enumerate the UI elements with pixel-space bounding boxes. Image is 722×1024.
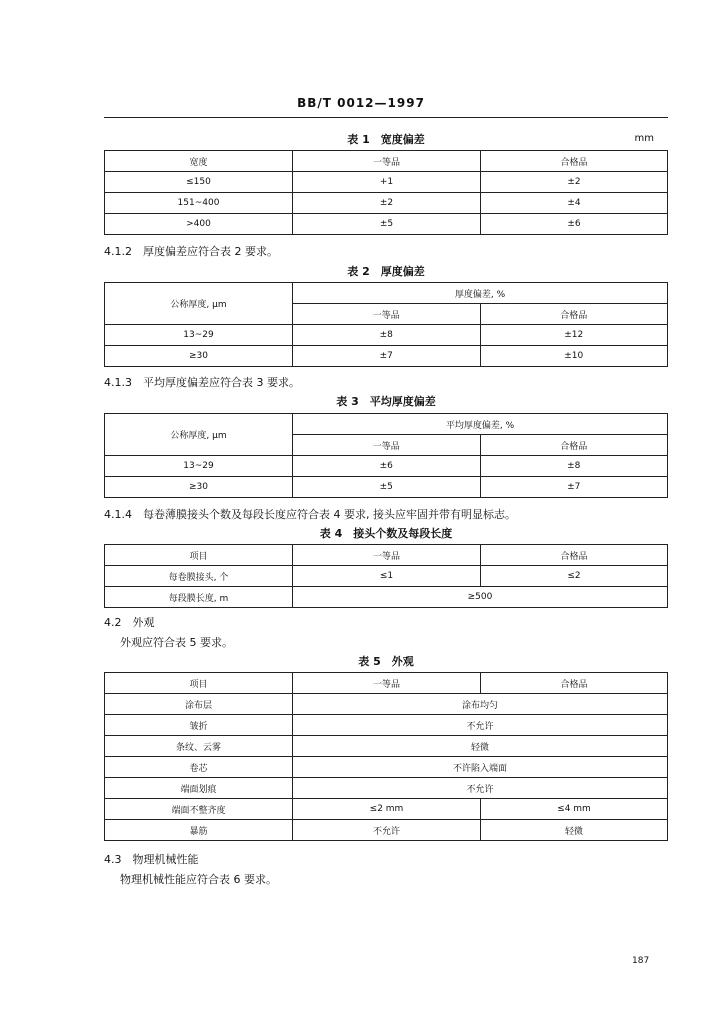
table-row bbox=[105, 346, 668, 367]
clause-4-1-2: 4.1.2 厚度偏差应符合表 2 要求。 bbox=[104, 245, 278, 258]
table-cell: >400 bbox=[105, 214, 293, 235]
table-cell: 13~29 bbox=[105, 325, 293, 346]
table-header-row bbox=[105, 283, 668, 304]
table-cell: 皱折 bbox=[105, 715, 293, 736]
table-cell: ±12 bbox=[480, 325, 668, 346]
table-cell: ≤1 bbox=[293, 566, 481, 587]
table-cell: ±5 bbox=[293, 214, 481, 235]
table-cell: ±10 bbox=[480, 346, 668, 367]
table-header-row bbox=[105, 673, 668, 694]
table4-caption: 表 4 接头个数及每段长度 bbox=[319, 527, 453, 540]
table-merged-cell: ≥500 bbox=[293, 587, 668, 608]
table-cell: 卷芯 bbox=[105, 757, 293, 778]
table-cell: ≤2 bbox=[481, 566, 668, 587]
table-cell: ≤150 bbox=[105, 172, 293, 193]
table-merged-cell: 涂布均匀 bbox=[293, 694, 668, 715]
table5-caption: 表 5 外观 bbox=[358, 655, 414, 668]
table-header-cell: 宽度 bbox=[105, 151, 293, 172]
table1-unit: mm bbox=[634, 133, 654, 144]
table-cell: 轻微 bbox=[481, 820, 668, 841]
page-number: 187 bbox=[632, 956, 650, 966]
table-cell: ±4 bbox=[481, 193, 668, 214]
table3-caption: 表 3 平均厚度偏差 bbox=[336, 395, 436, 408]
table-row bbox=[105, 799, 668, 820]
table-cell: 每卷膜接头, 个 bbox=[105, 566, 293, 587]
table-row bbox=[105, 587, 668, 608]
table-cell: ±5 bbox=[293, 477, 481, 498]
table-header-cell: 一等品 bbox=[293, 545, 481, 566]
table-cell: ≥30 bbox=[105, 346, 293, 367]
table-header-cell: 一等品 bbox=[293, 673, 481, 694]
table-header-cell: 项目 bbox=[105, 673, 293, 694]
table-header-cell: 公称厚度, μm bbox=[105, 283, 293, 325]
header-rule bbox=[104, 117, 668, 118]
table-cell: 涂布层 bbox=[105, 694, 293, 715]
table-cell: ±8 bbox=[480, 456, 668, 477]
table-header-group-cell: 厚度偏差, % bbox=[293, 283, 668, 304]
table-cell: 端面划痕 bbox=[105, 778, 293, 799]
table-cell: ≤4 mm bbox=[481, 799, 668, 820]
table-merged-cell: 不允许 bbox=[293, 715, 668, 736]
table-header-cell: 一等品 bbox=[293, 435, 481, 456]
table5-appearance bbox=[104, 672, 668, 841]
table-header-row bbox=[105, 545, 668, 566]
table-header-row bbox=[105, 414, 668, 435]
table-cell: 不允许 bbox=[293, 820, 481, 841]
table-header-cell: 公称厚度, μm bbox=[105, 414, 293, 456]
table-row bbox=[105, 757, 668, 778]
table-merged-cell: 不许陷入端面 bbox=[293, 757, 668, 778]
table3-average-thickness-deviation bbox=[104, 413, 668, 498]
table-header-cell: 合格品 bbox=[481, 673, 668, 694]
table1-width-deviation bbox=[104, 150, 668, 235]
table-cell: ±2 bbox=[293, 193, 481, 214]
table-cell: 条纹、云雾 bbox=[105, 736, 293, 757]
table4-joints-and-length bbox=[104, 544, 668, 608]
table-cell: ≥30 bbox=[105, 477, 293, 498]
clause-4-2-body: 外观应符合表 5 要求。 bbox=[120, 636, 233, 649]
table-cell: 13~29 bbox=[105, 456, 293, 477]
table-row bbox=[105, 736, 668, 757]
clause-4-1-4: 4.1.4 每卷薄膜接头个数及每段长度应符合表 4 要求, 接头应牢固并带有明显标志。 bbox=[104, 508, 516, 521]
table-row bbox=[105, 193, 668, 214]
table-cell: 151~400 bbox=[105, 193, 293, 214]
table1-caption bbox=[104, 131, 668, 147]
standard-number-header: BB/T 0012—1997 bbox=[297, 96, 425, 110]
table-row bbox=[105, 715, 668, 736]
table2-thickness-deviation bbox=[104, 282, 668, 367]
table-cell: 端面不整齐度 bbox=[105, 799, 293, 820]
table-header-cell: 一等品 bbox=[293, 304, 481, 325]
table-header-cell: 合格品 bbox=[480, 435, 668, 456]
table-row bbox=[105, 566, 668, 587]
table2-caption: 表 2 厚度偏差 bbox=[347, 265, 425, 278]
table-header-cell: 合格品 bbox=[481, 545, 668, 566]
table-cell: ±7 bbox=[293, 346, 481, 367]
table-row bbox=[105, 456, 668, 477]
table-header-row bbox=[105, 151, 668, 172]
clause-4-3-title: 4.3 物理机械性能 bbox=[104, 853, 199, 866]
table-cell: ±6 bbox=[481, 214, 668, 235]
table-row bbox=[105, 214, 668, 235]
table-row bbox=[105, 694, 668, 715]
table-cell: +1 bbox=[293, 172, 481, 193]
table-header-cell: 一等品 bbox=[293, 151, 481, 172]
table-header-group-cell: 平均厚度偏差, % bbox=[293, 414, 668, 435]
table-cell: ±2 bbox=[481, 172, 668, 193]
table-cell: ±8 bbox=[293, 325, 481, 346]
table-row bbox=[105, 325, 668, 346]
table-merged-cell: 不允许 bbox=[293, 778, 668, 799]
clause-4-3-body: 物理机械性能应符合表 6 要求。 bbox=[120, 873, 277, 886]
clause-4-2-title: 4.2 外观 bbox=[104, 616, 155, 629]
table-cell: 暴筋 bbox=[105, 820, 293, 841]
table-header-cell: 合格品 bbox=[480, 304, 668, 325]
table-merged-cell: 轻微 bbox=[293, 736, 668, 757]
table-row bbox=[105, 477, 668, 498]
table-row bbox=[105, 172, 668, 193]
table-cell: 每段膜长度, m bbox=[105, 587, 293, 608]
table-row bbox=[105, 778, 668, 799]
table1-title: 表 1 宽度偏差 bbox=[347, 133, 425, 146]
table-cell: ±7 bbox=[480, 477, 668, 498]
clause-4-1-3: 4.1.3 平均厚度偏差应符合表 3 要求。 bbox=[104, 376, 300, 389]
table-cell: ≤2 mm bbox=[293, 799, 481, 820]
table-row bbox=[105, 820, 668, 841]
table-header-cell: 合格品 bbox=[481, 151, 668, 172]
table-header-cell: 项目 bbox=[105, 545, 293, 566]
table-cell: ±6 bbox=[293, 456, 481, 477]
